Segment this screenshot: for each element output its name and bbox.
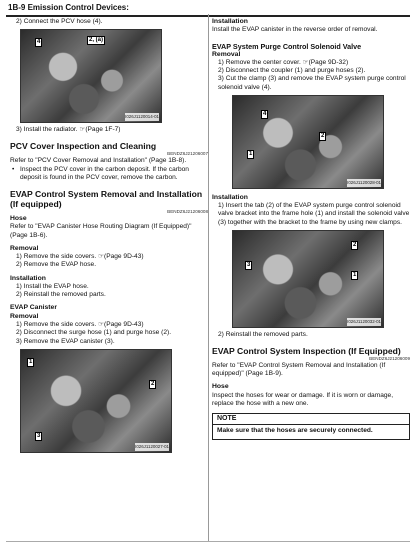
page-header: 1B-9 Emission Control Devices: <box>8 3 129 12</box>
left-column <box>10 18 208 453</box>
section-title-pcv-cover: PCV Cover Inspection and Cleaning <box>10 141 157 152</box>
callout-3: 3 <box>37 432 41 439</box>
removal-heading: Removal <box>10 244 39 252</box>
inspection-title: EVAP Control System Inspection (If Equipped) <box>212 346 401 357</box>
callout-1: 1 <box>249 150 253 157</box>
installation-step: 2) Reinstall the removed parts. <box>16 291 106 299</box>
callout-4: 4 <box>37 39 41 46</box>
solenoid-removal-heading: Removal <box>212 50 241 58</box>
section-title-evap-removal: EVAP Control System Removal and Installation (If equipped) <box>10 189 203 210</box>
section-code: BENDZ6J21206007 <box>167 151 208 157</box>
solenoid-step: 1) Remove the center cover. ☞(Page 9D-32) <box>218 59 349 67</box>
photo-id: I026J1120032-01 <box>347 318 381 326</box>
photo-evap-canister <box>20 349 172 453</box>
callout-2: 2 <box>353 241 357 248</box>
installation-heading: Installation <box>10 274 46 282</box>
callout-1: 1 <box>29 358 33 365</box>
installation-heading: Installation <box>212 18 248 25</box>
callout-1: 1 <box>353 271 357 278</box>
solenoid-installation-heading: Installation <box>212 193 248 201</box>
solenoid-step: 3) Cut the clamp (3) and remove the EVAP system purge control solenoid valve (4). <box>218 75 406 91</box>
right-column <box>212 18 410 440</box>
removal-step: 2) Remove the EVAP hose. <box>16 261 97 269</box>
photo-id: I026J1120014-01 <box>125 113 159 121</box>
bullet-dot: • <box>12 165 15 173</box>
photo-id: I026J1120028-01 <box>347 179 381 187</box>
removal-step: 1) Remove the side covers. ☞(Page 9D-43) <box>16 253 144 261</box>
note-box <box>212 413 410 439</box>
callout-2a: 2, (a) <box>89 37 104 44</box>
callout-4: 4 <box>263 110 267 117</box>
section-code: BENDZ6J21206009 <box>369 356 410 362</box>
installation-step: 1) Install the EVAP hose. <box>16 283 89 291</box>
installation-text: Install the EVAP canister in the reverse order of removal. <box>212 26 378 34</box>
solenoid-install-step-1: 1) Insert the tab (2) of the EVAP system purge control solenoid valve bracket into the frame hole (1) and install the solenoid valve (3) together with the bracket to the frame by using new clamps. <box>218 202 410 226</box>
section-code: BENDZ6J21206008 <box>167 209 208 215</box>
solenoid-step: 2) Disconnect the coupler (1) and purge hoses (2). <box>218 67 366 75</box>
photo-solenoid-valve <box>232 95 384 189</box>
note-text: Make sure that the hoses are securely connected. <box>217 427 373 435</box>
pcv-refer-text: Refer to "PCV Cover Removal and Installation" (Page 1B-8). <box>10 157 187 165</box>
hose-heading: Hose <box>10 215 27 223</box>
solenoid-install-step-2: 2) Reinstall the removed parts. <box>218 330 308 338</box>
callout-2: 2 <box>151 380 155 387</box>
photo-solenoid-bracket <box>232 230 384 328</box>
canister-heading: EVAP Canister <box>10 304 57 312</box>
canister-step: 3) Remove the EVAP canister (3). <box>16 337 115 345</box>
callout-3: 3 <box>247 261 251 268</box>
pcv-bullet-text: Inspect the PCV cover in the carbon deposit. If the carbon deposit is found in the PCV cover, remove the carbon. <box>20 165 189 181</box>
hose-refer-text: Refer to "EVAP Canister Hose Routing Diagram (If Equipped)" (Page 1B-6). <box>10 223 192 239</box>
solenoid-title: EVAP System Purge Control Solenoid Valve <box>212 41 362 51</box>
photo-pcv-hose <box>20 29 162 123</box>
column-divider <box>208 14 209 542</box>
step-install-radiator: 3) Install the radiator. ☞(Page 1F-7) <box>16 126 121 134</box>
note-title: NOTE <box>213 414 409 425</box>
callout-2: 2 <box>321 132 325 139</box>
photo-id: I026J1120027-01 <box>135 443 169 451</box>
inspection-refer: Refer to "EVAP Control System Removal and Installation (If equipped)" (Page 1B-9). <box>212 362 386 378</box>
bottom-rule <box>6 541 410 542</box>
inspection-hose-heading: Hose <box>212 383 229 391</box>
inspection-hose-text: Inspect the hoses for wear or damage. If it is worn or damage, replace the hose with a new one. <box>212 391 394 408</box>
canister-removal-heading: Removal <box>10 312 39 320</box>
canister-step: 1) Remove the side covers. ☞(Page 9D-43) <box>16 321 144 329</box>
step-connect-pcv: 2) Connect the PCV hose (4). <box>16 18 103 25</box>
canister-step: 2) Disconnect the surge hose (1) and purge hose (2). <box>16 329 172 337</box>
pcv-bullet <box>10 166 208 182</box>
